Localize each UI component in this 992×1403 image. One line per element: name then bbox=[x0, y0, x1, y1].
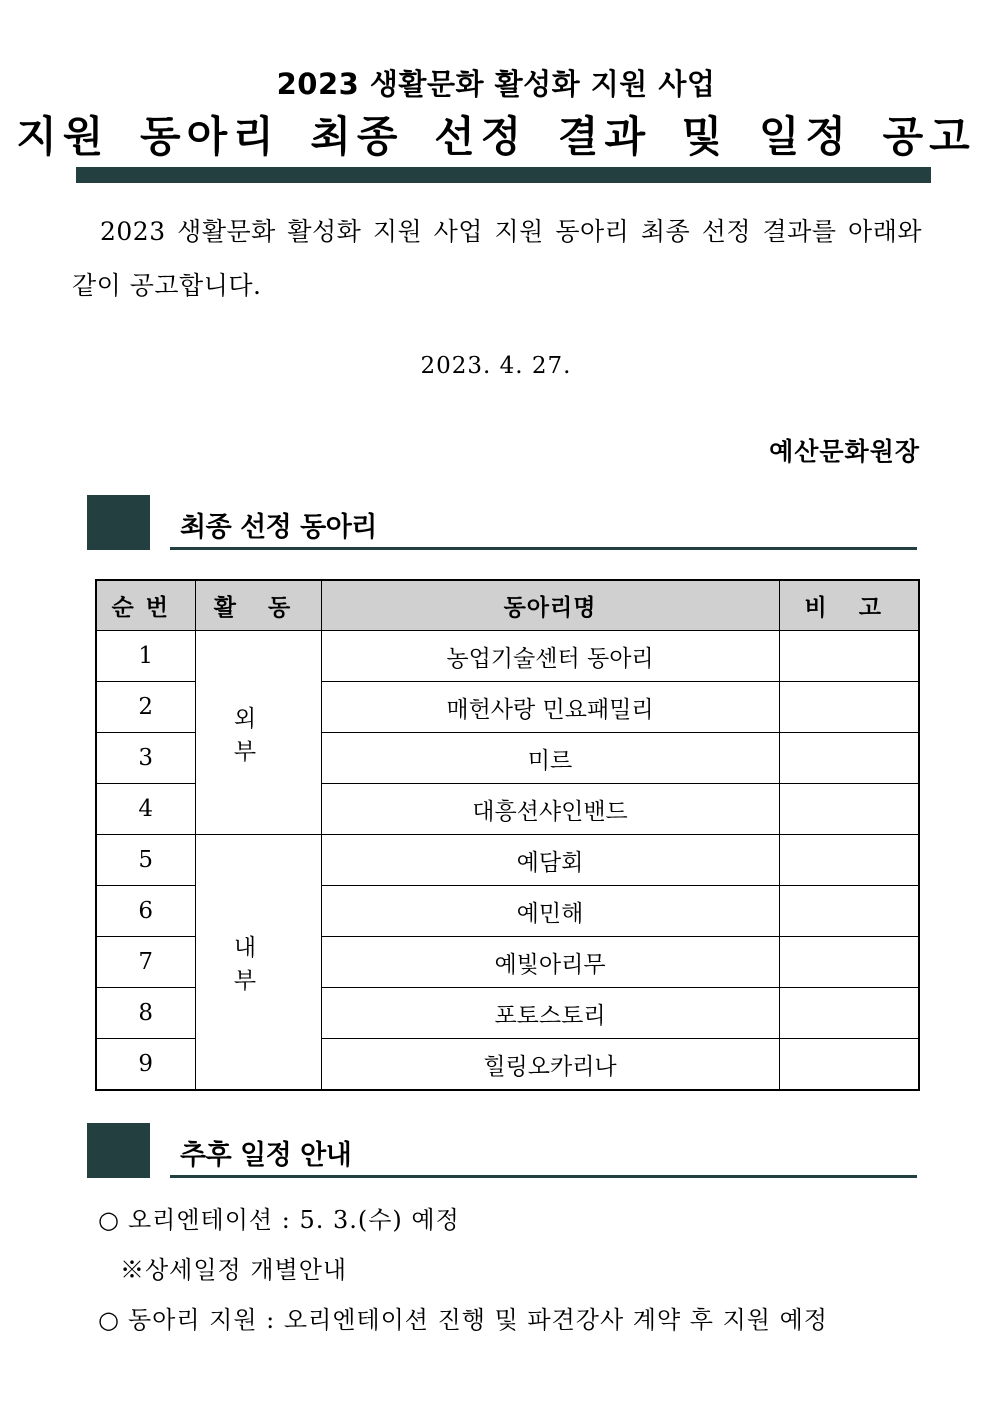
section-underline bbox=[170, 1175, 917, 1178]
row-note bbox=[779, 1039, 919, 1091]
row-number: 8 bbox=[96, 988, 195, 1039]
table-row bbox=[96, 631, 919, 682]
header-activity: 활 동 bbox=[195, 580, 321, 631]
signer-name: 예산문화원장 bbox=[769, 437, 920, 466]
schedule-item-orientation bbox=[98, 1200, 460, 1235]
row-note bbox=[779, 784, 919, 835]
header-note: 비 고 bbox=[779, 580, 919, 631]
header-number: 순번 bbox=[96, 580, 195, 631]
club-name: 대흥션샤인밴드 bbox=[321, 784, 779, 835]
row-note bbox=[779, 733, 919, 784]
schedule-text: 동아리 지원 : 오리엔테이션 진행 및 파견강사 계약 후 지원 예정 bbox=[128, 1306, 828, 1334]
section-marker bbox=[87, 495, 150, 550]
table-row bbox=[96, 835, 919, 886]
row-note bbox=[779, 937, 919, 988]
schedule-note bbox=[120, 1250, 347, 1285]
circle-bullet-icon: ○ bbox=[98, 1206, 120, 1234]
document-title: 지원 동아리 최종 선정 결과 및 일정 공고 bbox=[16, 112, 976, 161]
club-name: 미르 bbox=[321, 733, 779, 784]
announcement-date: 2023. 4. 27. bbox=[420, 353, 572, 379]
club-name: 예민해 bbox=[321, 886, 779, 937]
club-name: 농업기술센터 동아리 bbox=[321, 631, 779, 682]
section-marker bbox=[87, 1123, 150, 1178]
row-number: 6 bbox=[96, 886, 195, 937]
table-header-row bbox=[96, 580, 919, 631]
title-underline-bar bbox=[76, 167, 931, 183]
row-number: 9 bbox=[96, 1039, 195, 1091]
schedule-item-support bbox=[98, 1300, 828, 1335]
section-title-selected-clubs: 최종 선정 동아리 bbox=[180, 512, 377, 543]
document-subtitle: 2023 생활문화 활성화 지원 사업 bbox=[276, 67, 716, 101]
row-note bbox=[779, 886, 919, 937]
header-club-name: 동아리명 bbox=[321, 580, 779, 631]
row-number: 2 bbox=[96, 682, 195, 733]
schedule-text: 오리엔테이션 : 5. 3.(수) 예정 bbox=[128, 1206, 460, 1234]
intro-text: 2023 생활문화 활성화 지원 사업 지원 동아리 최종 선정 결과를 아래와 같이 공고합니다. bbox=[72, 217, 922, 300]
club-name: 힐링오카리나 bbox=[321, 1039, 779, 1091]
row-note bbox=[779, 988, 919, 1039]
row-number: 4 bbox=[96, 784, 195, 835]
row-number: 5 bbox=[96, 835, 195, 886]
row-number: 1 bbox=[96, 631, 195, 682]
row-note bbox=[779, 835, 919, 886]
club-name: 포토스토리 bbox=[321, 988, 779, 1039]
row-note bbox=[779, 631, 919, 682]
row-note bbox=[779, 682, 919, 733]
intro-paragraph bbox=[72, 205, 922, 313]
row-number: 3 bbox=[96, 733, 195, 784]
activity-group-external: 외 부 bbox=[195, 631, 321, 835]
activity-group-internal: 내 부 bbox=[195, 835, 321, 1091]
selected-clubs-table bbox=[95, 579, 920, 1091]
circle-bullet-icon: ○ bbox=[98, 1306, 120, 1334]
club-name: 예담회 bbox=[321, 835, 779, 886]
club-name: 예빛아리무 bbox=[321, 937, 779, 988]
row-number: 7 bbox=[96, 937, 195, 988]
section-title-schedule: 추후 일정 안내 bbox=[180, 1140, 352, 1171]
schedule-text: ※상세일정 개별안내 bbox=[120, 1256, 348, 1284]
club-name: 매헌사랑 민요패밀리 bbox=[321, 682, 779, 733]
section-underline bbox=[170, 547, 917, 550]
